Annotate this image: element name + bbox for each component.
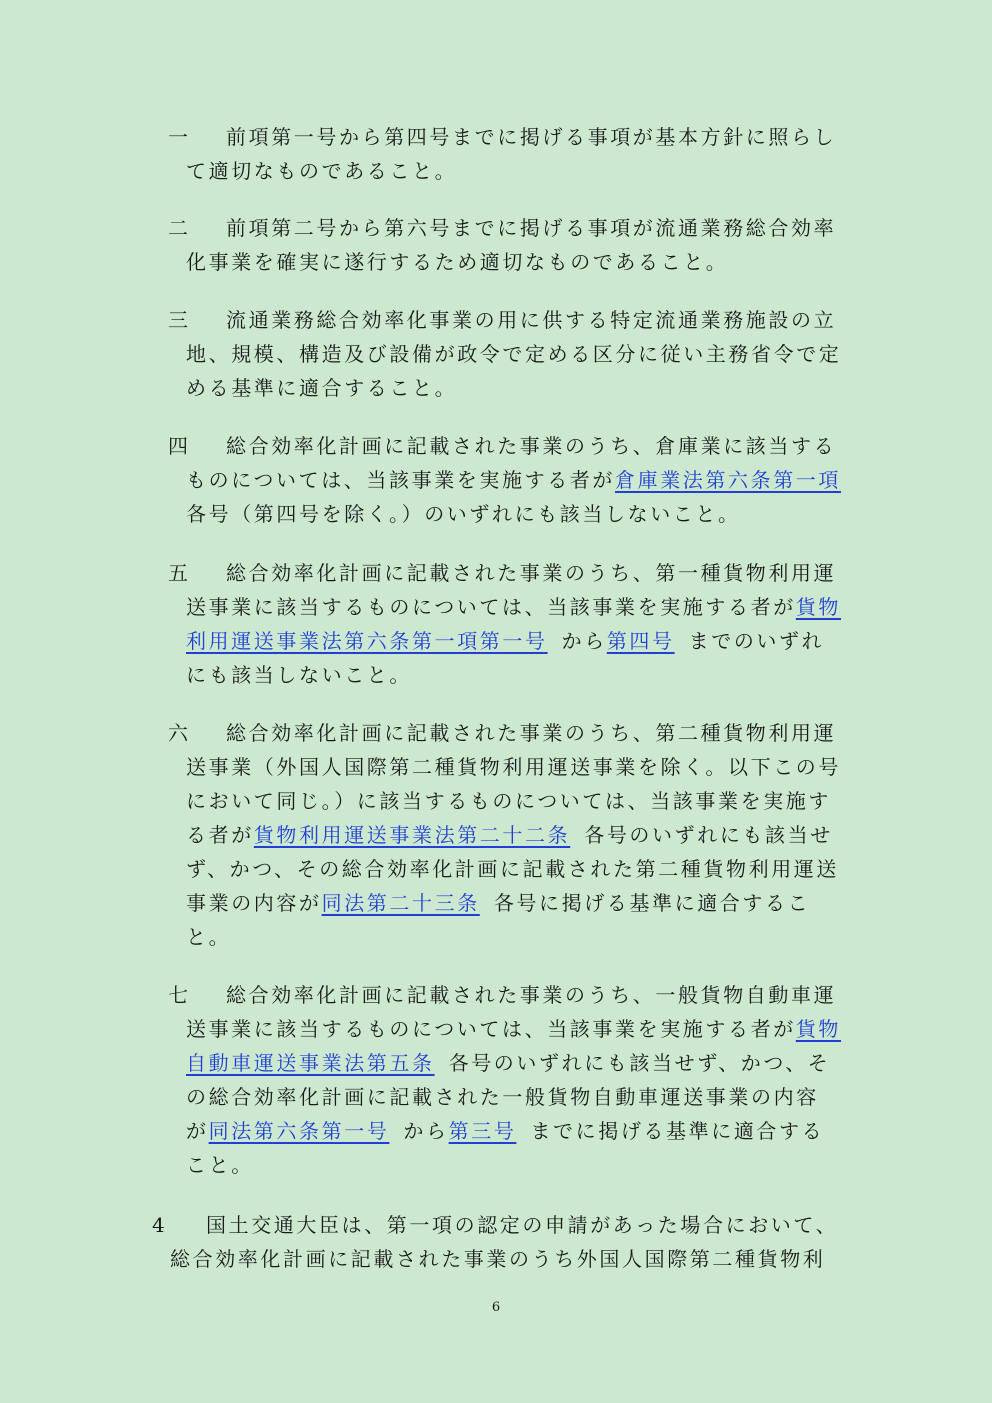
item-line: ず、かつ、その総合効率化計画に記載された第二種貨物利用運送 bbox=[186, 857, 839, 881]
item-line: める基準に適合すること。 bbox=[186, 376, 458, 400]
item-line bbox=[168, 211, 844, 245]
item-number: 三 bbox=[168, 308, 191, 332]
list-item-2 bbox=[168, 211, 844, 279]
law-link-douhou-23[interactable]: 同法第二十三条 bbox=[321, 891, 480, 915]
item-text: 各号に掲げる基準に適合するこ bbox=[493, 891, 811, 915]
item-number: 一 bbox=[168, 125, 191, 149]
item-line: の総合効率化計画に記載された一般貨物自動車運送事業の内容 bbox=[186, 1085, 819, 1109]
item-line bbox=[168, 818, 844, 852]
item-text: までに掲げる基準に適合する bbox=[530, 1119, 825, 1143]
law-link-souko-gyo-6-1[interactable]: 倉庫業法第六条第一項 bbox=[615, 468, 841, 492]
law-link-kamotsu-jidousha-part[interactable]: 貨物 bbox=[795, 1017, 842, 1041]
list-item-5 bbox=[168, 556, 844, 692]
item-line: 地、規模、構造及び設備が政令で定める区分に従い主務省令で定 bbox=[186, 342, 842, 366]
item-line bbox=[168, 590, 844, 624]
item-line: 各号（第四号を除く。）のいずれにも該当しないこと。 bbox=[186, 502, 741, 526]
item-line: にも該当しないこと。 bbox=[186, 663, 412, 687]
item-text: ものについては、当該事業を実施する者が bbox=[186, 468, 615, 492]
item-line: こと。 bbox=[186, 1153, 254, 1177]
list-item-3 bbox=[168, 303, 844, 405]
item-line bbox=[168, 1114, 844, 1148]
list-item-1 bbox=[168, 120, 844, 188]
item-line bbox=[168, 1012, 844, 1046]
item-line bbox=[168, 978, 844, 1012]
item-text: 各号のいずれにも該当せず、かつ、そ bbox=[448, 1051, 831, 1075]
law-link-dai-3-gou[interactable]: 第三号 bbox=[448, 1119, 517, 1143]
item-line bbox=[168, 1046, 844, 1080]
item-line bbox=[168, 886, 844, 920]
page-number: 6 bbox=[491, 1300, 501, 1315]
item-text: 総合効率化計画に記載された事業のうち、倉庫業に該当する bbox=[226, 434, 837, 458]
item-line bbox=[168, 624, 844, 658]
item-text: 送事業に該当するものについては、当該事業を実施する者が bbox=[186, 595, 796, 619]
law-link-dai-4-gou[interactable]: 第四号 bbox=[606, 629, 675, 653]
list-item-6 bbox=[168, 716, 844, 954]
item-text: 送事業に該当するものについては、当該事業を実施する者が bbox=[186, 1017, 796, 1041]
item-text: から bbox=[561, 629, 607, 653]
law-link-kamotsu-riyou-6-1-1-part[interactable]: 貨物 bbox=[795, 595, 842, 619]
paragraph-line bbox=[152, 1208, 844, 1242]
item-number: 二 bbox=[168, 216, 191, 240]
item-number: 五 bbox=[168, 561, 191, 585]
paragraph-number: 4 bbox=[152, 1213, 168, 1237]
item-line: 送事業（外国人国際第二種貨物利用運送事業を除く。以下この号 bbox=[186, 755, 841, 779]
law-link-kamotsu-riyou-22[interactable]: 貨物利用運送事業法第二十二条 bbox=[253, 823, 571, 847]
item-text: 事業の内容が bbox=[186, 891, 322, 915]
law-link-kamotsu-jidousha-5[interactable]: 自動車運送事業法第五条 bbox=[186, 1051, 435, 1075]
item-line: 化事業を確実に遂行するため適切なものであること。 bbox=[186, 250, 729, 274]
item-line: と。 bbox=[186, 925, 232, 949]
item-text: 各号のいずれにも該当せ bbox=[584, 823, 833, 847]
item-line bbox=[168, 429, 844, 463]
item-line bbox=[168, 463, 844, 497]
item-line bbox=[168, 716, 844, 750]
paragraph-text: 国土交通大臣は、第一項の認定の申請があった場合において、 bbox=[206, 1213, 839, 1237]
item-line bbox=[168, 303, 844, 337]
paragraph-line: 総合効率化計画に記載された事業のうち外国人国際第二種貨物利 bbox=[170, 1247, 826, 1271]
item-number: 七 bbox=[168, 983, 191, 1007]
item-number: 六 bbox=[168, 721, 191, 745]
item-text: から bbox=[403, 1119, 449, 1143]
item-text: 総合効率化計画に記載された事業のうち、第一種貨物利用運 bbox=[226, 561, 837, 585]
item-line: において同じ。）に該当するものについては、当該事業を実施す bbox=[186, 789, 831, 813]
item-text: 総合効率化計画に記載された事業のうち、第二種貨物利用運 bbox=[226, 721, 837, 745]
item-line: て適切なものであること。 bbox=[186, 159, 458, 183]
law-link-kamotsu-riyou-6-1-1[interactable]: 利用運送事業法第六条第一項第一号 bbox=[186, 629, 548, 653]
item-line bbox=[168, 556, 844, 590]
paragraph-4 bbox=[152, 1208, 844, 1276]
law-link-douhou-6-1[interactable]: 同法第六条第一号 bbox=[208, 1119, 390, 1143]
item-text: までのいずれ bbox=[688, 629, 825, 653]
item-text: 流通業務総合効率化事業の用に供する特定流通業務施設の立 bbox=[226, 308, 837, 332]
list-item-4 bbox=[168, 429, 844, 531]
list-item-7 bbox=[168, 978, 844, 1182]
item-text: が bbox=[186, 1119, 209, 1143]
item-number: 四 bbox=[168, 434, 191, 458]
item-text: 前項第一号から第四号までに掲げる事項が基本方針に照らし bbox=[226, 125, 837, 149]
item-text: 前項第二号から第六号までに掲げる事項が流通業務総合効率 bbox=[226, 216, 837, 240]
item-text: る者が bbox=[186, 823, 254, 847]
item-text: 総合効率化計画に記載された事業のうち、一般貨物自動車運 bbox=[226, 983, 837, 1007]
item-line bbox=[168, 120, 844, 154]
